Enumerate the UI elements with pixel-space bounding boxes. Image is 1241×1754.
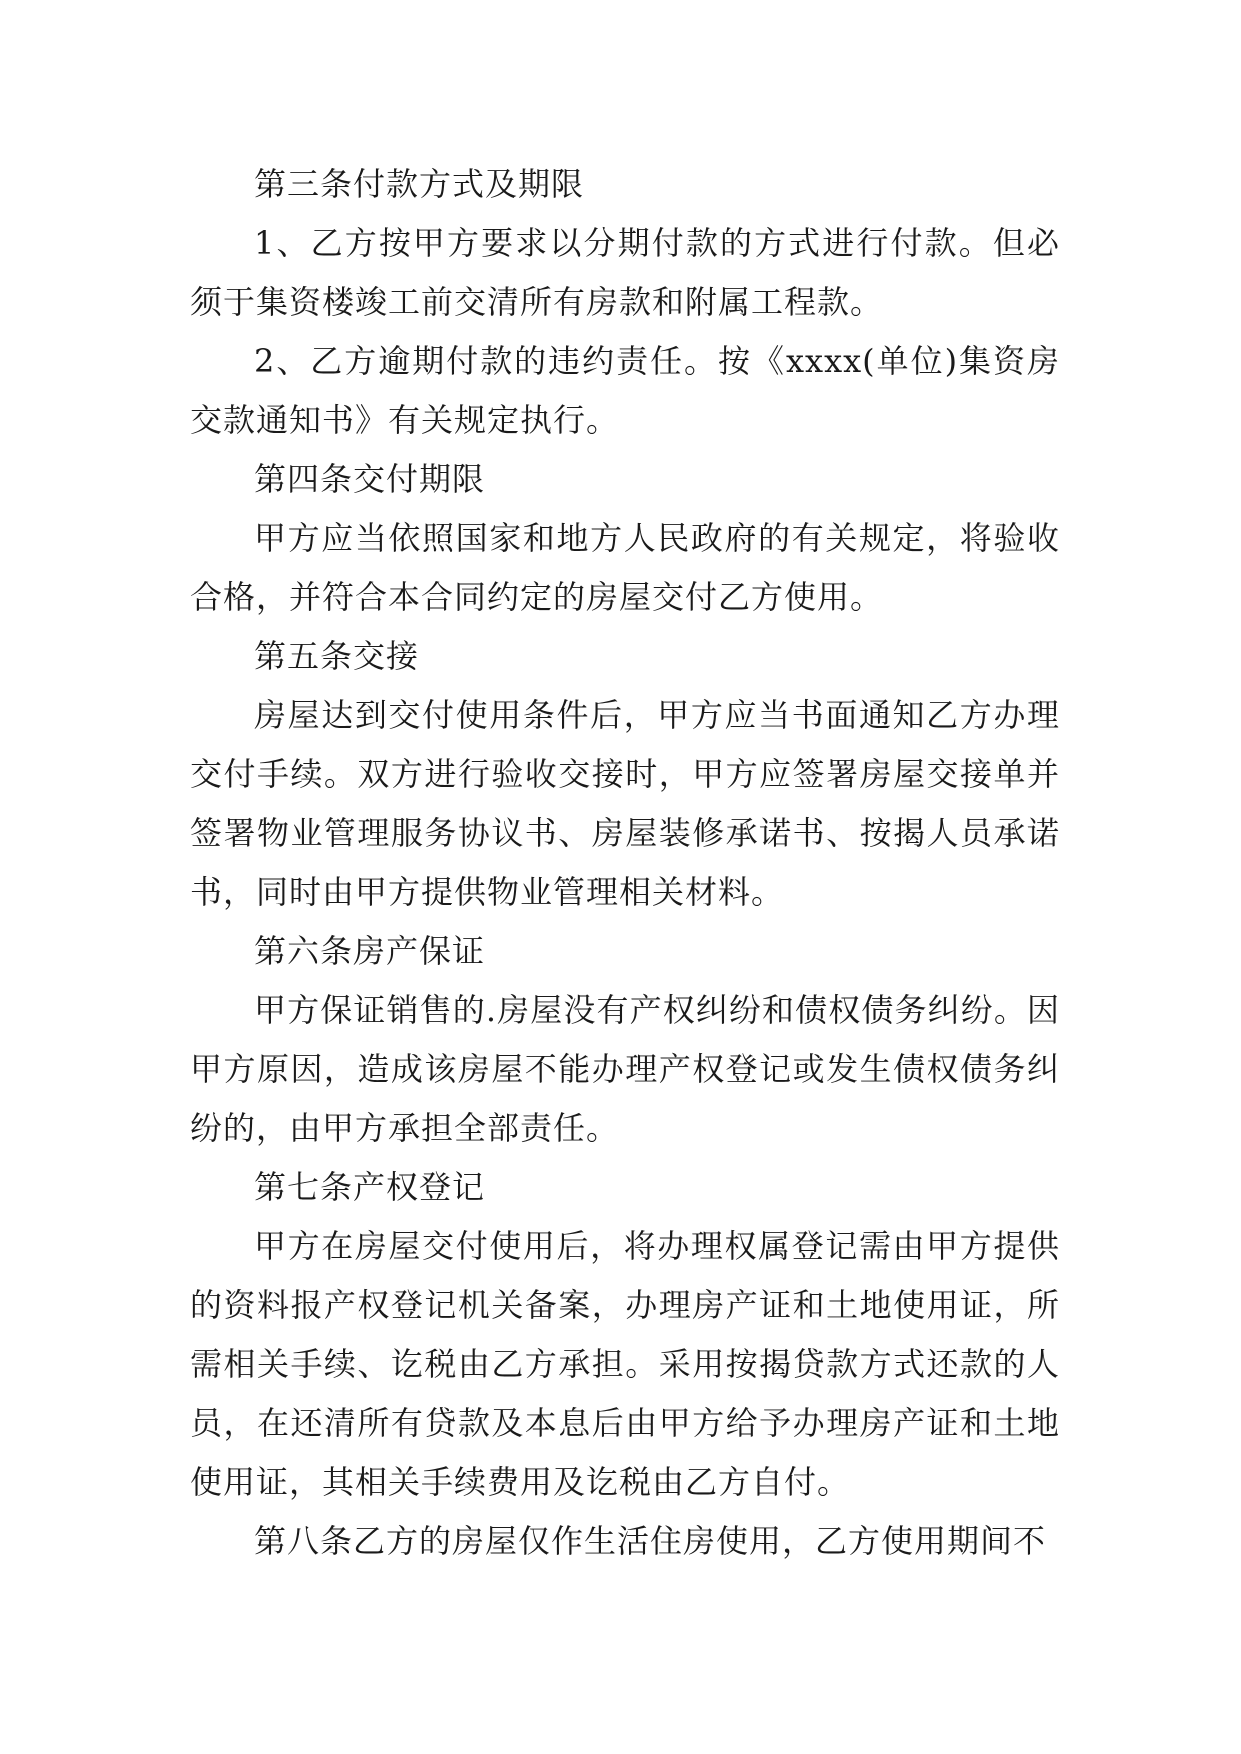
section-heading-5: 第五条交接 bbox=[254, 637, 420, 675]
paragraph: 甲方保证销售的.房屋没有产权纠纷和债权债务纠纷。因甲方原因，造成该房屋不能办理产权登记或发生债权债务纠纷的，由甲方承担全部责任。 bbox=[190, 991, 1060, 1147]
paragraph: 1、乙方按甲方要求以分期付款的方式进行付款。但必须于集资楼竣工前交清所有房款和附属工程款。 bbox=[190, 224, 1060, 321]
section-heading-7: 第七条产权登记 bbox=[254, 1168, 486, 1206]
paragraph: 甲方应当依照国家和地方人民政府的有关规定，将验收合格，并符合本合同约定的房屋交付乙方使用。 bbox=[190, 519, 1060, 616]
paragraph: 2、乙方逾期付款的违约责任。按《xxxx(单位)集资房交款通知书》有关规定执行。 bbox=[190, 342, 1060, 439]
document-page bbox=[190, 155, 1060, 1571]
paragraph: 房屋达到交付使用条件后，甲方应当书面通知乙方办理交付手续。双方进行验收交接时，甲方应签署房屋交接单并签署物业管理服务协议书、房屋装修承诺书、按揭人员承诺书，同时由甲方提供物业管理相关材料。 bbox=[190, 696, 1060, 911]
section-heading-6: 第六条房产保证 bbox=[254, 932, 486, 970]
section-heading-3: 第三条付款方式及期限 bbox=[254, 165, 585, 203]
paragraph: 第八条乙方的房屋仅作生活住房使用，乙方使用期间不 bbox=[254, 1522, 1047, 1560]
paragraph: 甲方在房屋交付使用后，将办理权属登记需由甲方提供的资料报产权登记机关备案，办理房产证和土地使用证，所需相关手续、讫税由乙方承担。采用按揭贷款方式还款的人员，在还清所有贷款及本息后由甲方给予办理房产证和土地使用证，其相关手续费用及讫税由乙方自付。 bbox=[190, 1227, 1060, 1501]
section-heading-4: 第四条交付期限 bbox=[254, 460, 486, 498]
